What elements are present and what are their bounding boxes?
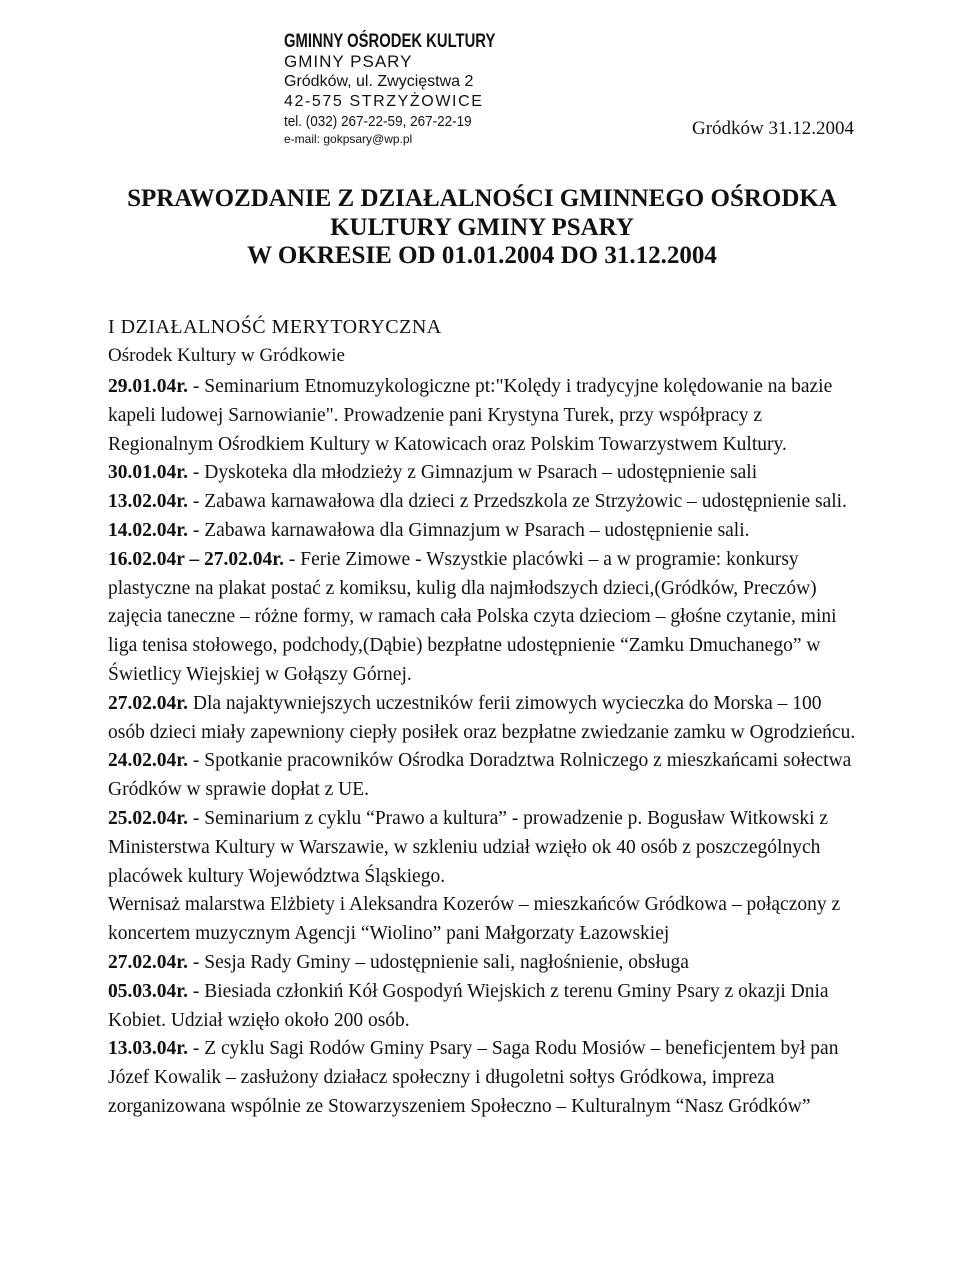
entry-date: 29.01.04r. bbox=[108, 376, 188, 397]
activity-entry bbox=[108, 517, 860, 546]
entry-date: 27.02.04r. bbox=[108, 692, 188, 714]
activity-entry bbox=[108, 546, 860, 690]
activity-entry bbox=[108, 459, 860, 488]
entry-date: 24.02.04r. bbox=[108, 750, 188, 772]
org-email: e-mail: gokpsary@wp.pl bbox=[284, 132, 413, 146]
activity-entry bbox=[108, 805, 860, 891]
place-date: Gródków 31.12.2004 bbox=[692, 118, 855, 139]
entry-text: Wernisaż malarstwa Elżbiety i Aleksandra Kozerów – mieszkańców Gródkowa – połączony z koncertem muzycznym Agencji “Wiolino” pani Małgorzaty Łazowskiej bbox=[108, 894, 841, 945]
entry-text: - Seminarium Etnomuzykologiczne pt:"Kolędy i tradycyjne kolędowanie na bazie kapeli ludowej Sarnowianie". Prowadzenie pani Krystyna Turek, przy współpracy z Regionalnym Ośrodkiem Kultury w Katowicach oraz Polskim Towarzystwem Kultury. bbox=[108, 376, 833, 455]
entry-text: - Dyskoteka dla młodzieży z Gimnazjum w Psarach – udostępnienie sali bbox=[188, 462, 758, 484]
activity-entry bbox=[108, 747, 860, 805]
org-phone: tel. (032) 267-22-59, 267-22-19 bbox=[284, 113, 472, 130]
entry-text: - Sesja Rady Gminy – udostępnienie sali, nagłośnienie, obsługa bbox=[188, 951, 689, 973]
entry-date: 13.03.04r. bbox=[108, 1038, 188, 1060]
activity-list bbox=[108, 373, 860, 1122]
org-name: GMINNY OŚRODEK KULTURY bbox=[284, 31, 496, 52]
report-title-line-3: W OKRESIE OD 01.01.2004 DO 31.12.2004 bbox=[247, 242, 717, 269]
entry-date: 25.02.04r. bbox=[108, 807, 188, 829]
entry-date: 30.01.04r. bbox=[108, 462, 188, 484]
activity-entry bbox=[108, 891, 860, 949]
section-subheading: Ośrodek Kultury w Gródkowie bbox=[108, 345, 345, 366]
entry-date: 16.02.04r – 27.02.04r. bbox=[108, 548, 285, 570]
activity-entry bbox=[108, 949, 860, 978]
activity-entry bbox=[108, 488, 860, 517]
entry-date: 13.02.04r. bbox=[108, 491, 188, 513]
entry-text: - Spotkanie pracowników Ośrodka Doradztwa Rolniczego z mieszkańcami sołectwa Gródków w sprawie dopłat z UE. bbox=[108, 750, 852, 801]
report-title-line-1: SPRAWOZDANIE Z DZIAŁALNOŚCI GMINNEGO OŚRODKA bbox=[127, 185, 837, 212]
entry-text: - Biesiada członkiń Kół Gospodyń Wiejskich z terenu Gminy Psary z okazji Dnia Kobiet. Udział wzięło około 200 osób. bbox=[108, 980, 829, 1031]
org-subname: GMINY PSARY bbox=[284, 52, 413, 71]
entry-text: - Zabawa karnawałowa dla Gimnazjum w Psarach – udostępnienie sali. bbox=[188, 519, 750, 541]
activity-entry bbox=[108, 978, 860, 1036]
activity-entry bbox=[108, 690, 860, 748]
section-heading: I DZIAŁALNOŚĆ MERYTORYCZNA bbox=[108, 316, 442, 338]
entry-text: - Seminarium z cyklu “Prawo a kultura” - prowadzenie p. Bogusław Witkowski z Ministerstwa Kultury w Warszawie, w szkleniu udział wzięło ok 40 osób z poszczególnych placówek kultury Województwa Śląskiego. bbox=[108, 807, 829, 887]
entry-date: 05.03.04r. bbox=[108, 980, 188, 1002]
activity-entry bbox=[108, 373, 860, 459]
activity-entry bbox=[108, 1035, 860, 1121]
entry-date: 14.02.04r. bbox=[108, 519, 188, 541]
entry-text: Dla najaktywniejszych uczestników ferii zimowych wycieczka do Morska – 100 osób dzieci miały zapewniony ciepły posiłek oraz bezpłatne zwiedzanie zamku w Ogrodzieńcu. bbox=[108, 692, 856, 743]
report-title-line-2: KULTURY GMINY PSARY bbox=[330, 214, 634, 241]
org-address: Gródków, ul. Zwycięstwa 2 bbox=[284, 73, 474, 90]
entry-text: - Z cyklu Sagi Rodów Gminy Psary – Saga Rodu Mosiów – beneficjentem był pan Józef Kowalik – zasłużony działacz społeczny i długoletni sołtys Gródkowa, impreza zorganizowana wspólnie ze Stowarzyszeniem Społeczno – Kulturalnym “Nasz Gródków” bbox=[108, 1038, 839, 1117]
org-postal-city: 42-575 STRZYŻOWICE bbox=[284, 93, 484, 110]
entry-date: 27.02.04r. bbox=[108, 951, 188, 973]
entry-text: - Zabawa karnawałowa dla dzieci z Przedszkola ze Strzyżowic – udostępnienie sali. bbox=[188, 491, 847, 513]
entry-text: - Ferie Zimowe - Wszystkie placówki – a w programie: konkursy plastyczne na plakat postać z komiksu, kulig dla najmłodszych dzieci,(Gródków, Preczów) zajęcia taneczne – różne formy, w ramach cała Polska czyta dzieciom – głośne czytanie, mini liga tenisa stołowego, podchody,(Dąbie) bezpłatne udostępnienie “Zamku Dmuchanego” w Świetlicy Wiejskiej w Gołąszy Górnej. bbox=[108, 548, 837, 685]
